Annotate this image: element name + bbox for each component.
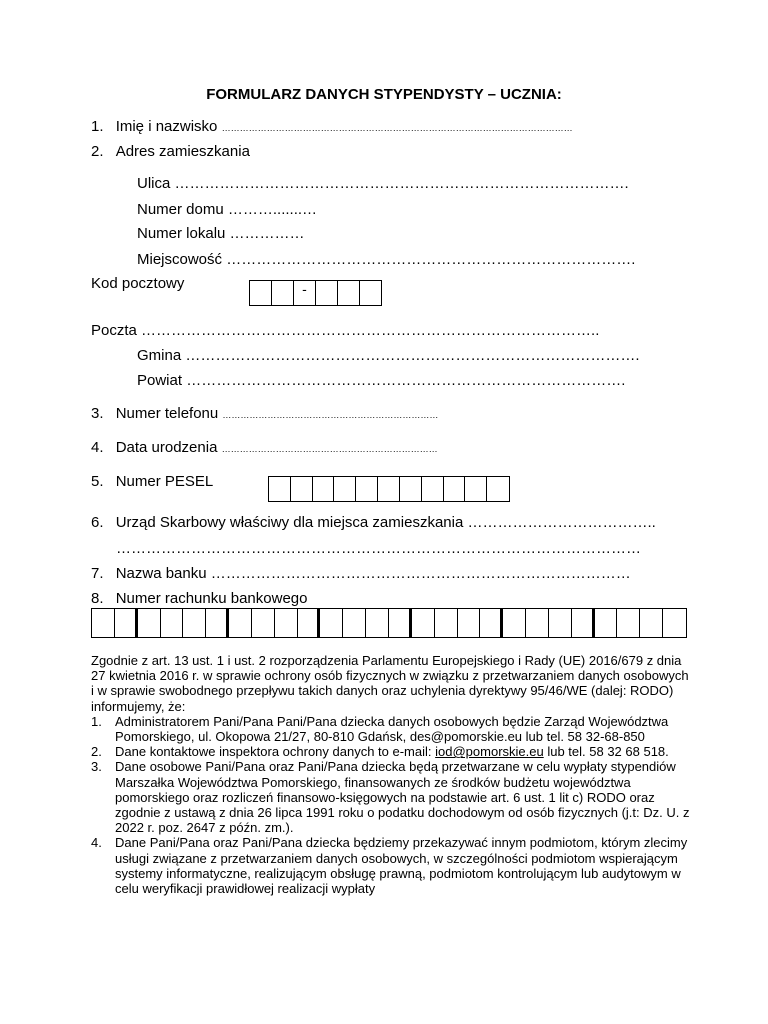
field-number: 5. — [91, 473, 104, 490]
account-cell[interactable] — [389, 609, 412, 637]
pesel-cell[interactable] — [269, 477, 291, 501]
postal-code-cell[interactable] — [316, 281, 338, 305]
fill-line[interactable]: ……………………………………………………………………………….. — [141, 322, 600, 339]
account-cell[interactable] — [92, 609, 115, 637]
account-cell[interactable] — [206, 609, 229, 637]
pesel-cell[interactable] — [465, 477, 487, 501]
street-label: Ulica — [137, 175, 171, 192]
rodo-item: 4. Dane Pani/Pana oraz Pani/Pana dziecka będziemy przekazywać innym podmiotom, którym zlecimy usługi związane z przetwarzaniem danych osobowych, w szczególności podmiotom wspierającym systemy informatyczne, realizującym obsługę prawną, podmiotom kontrolującym lub audytowym w celu weryfikacji prawidłowej realizacji wypłaty — [91, 835, 688, 897]
field-label: Data urodzenia — [115, 439, 218, 456]
house-number-row — [137, 201, 317, 218]
account-cell[interactable] — [503, 609, 526, 637]
field-number: 7. — [91, 565, 104, 582]
rodo-intro: Zgodnie z art. 13 ust. 1 i ust. 2 rozporządzenia Parlamentu Europejskiego i Rady (UE) 2016/679 z dnia 27 kwietnia 2016 r. w sprawie ochrony osób fizycznych w związku z przetwarzaniem danych osobowych i w sprawie swobodnego przepływu takich danych oraz uchylenia dyrektywy 95/46/WE (dalej: RODO) informujemy, że: — [91, 653, 689, 714]
account-cell[interactable] — [298, 609, 321, 637]
pesel-cell[interactable] — [444, 477, 466, 501]
postal-code-boxes[interactable] — [249, 280, 382, 306]
apartment-number-row — [137, 225, 305, 242]
fill-line[interactable]: …………… — [229, 225, 305, 242]
pesel-cell[interactable] — [291, 477, 313, 501]
pesel-cell[interactable] — [356, 477, 378, 501]
account-cell[interactable] — [275, 609, 298, 637]
district-label: Powiat — [137, 372, 183, 389]
pesel-cell[interactable] — [400, 477, 422, 501]
rodo-clause — [91, 653, 691, 896]
fill-line[interactable]: ……………………………………………………………… — [221, 444, 438, 454]
rodo-list — [91, 714, 691, 896]
postal-code-cell[interactable] — [360, 281, 381, 305]
account-cell[interactable] — [640, 609, 663, 637]
postal-code-cell[interactable] — [338, 281, 360, 305]
commune-row — [137, 347, 640, 364]
fill-line[interactable]: ……………………………………………………………………………………………………… — [221, 123, 573, 133]
account-cell[interactable] — [572, 609, 595, 637]
apartment-number-label: Numer lokalu — [137, 225, 226, 242]
field-label: Imię i nazwisko — [115, 118, 218, 135]
field-number: 3. — [91, 405, 104, 422]
pesel-boxes[interactable] — [268, 476, 510, 502]
field-label: Numer telefonu — [115, 405, 219, 422]
account-cell[interactable] — [480, 609, 503, 637]
rodo-item: 1. Administratorem Pani/Pana Pani/Pana dziecka danych osobowych będzie Zarząd Województwa Pomorskiego, ul. Okopowa 21/27, 80-810 Gdańsk, des@pomorskie.eu lub tel. 58 32-68-850 — [91, 713, 669, 745]
field-tax-office-row — [91, 514, 656, 531]
fill-line[interactable]: ……………………………………………………………………………. — [186, 372, 626, 389]
account-cell[interactable] — [229, 609, 252, 637]
account-cell[interactable] — [595, 609, 618, 637]
fill-line[interactable]: ………………………………………………………………………… — [210, 565, 631, 582]
pesel-cell[interactable] — [334, 477, 356, 501]
account-cell[interactable] — [183, 609, 206, 637]
field-label: Numer PESEL — [115, 473, 214, 490]
postal-code-label: Kod pocztowy — [91, 275, 185, 292]
account-cell[interactable] — [138, 609, 161, 637]
postal-code-cell[interactable] — [250, 281, 272, 305]
field-number: 8. — [91, 590, 104, 607]
fill-line[interactable]: ………………………………………………………………………………. — [174, 175, 629, 192]
iod-email-link[interactable]: iod@pomorskie.eu — [435, 744, 544, 760]
account-cell[interactable] — [252, 609, 275, 637]
post-office-label: Poczta — [91, 322, 137, 339]
fill-line[interactable]: ……….......… — [227, 201, 318, 218]
fill-line[interactable]: ………………………………………………………………………………. — [185, 347, 640, 364]
fill-line[interactable]: ……………………………………………………………… — [222, 410, 439, 420]
form-title: FORMULARZ DANYCH STYPENDYSTY – UCZNIA: — [206, 86, 562, 103]
fill-line-continuation[interactable]: …………………………………………………………………………………………… — [116, 540, 641, 557]
account-cell[interactable] — [549, 609, 572, 637]
account-cell[interactable] — [617, 609, 640, 637]
field-bank-name-row — [91, 565, 631, 582]
account-cell[interactable] — [161, 609, 184, 637]
account-cell[interactable] — [366, 609, 389, 637]
account-cell[interactable] — [412, 609, 435, 637]
field-bank-account-row — [91, 590, 307, 607]
city-row — [137, 251, 635, 268]
field-number: 6. — [91, 514, 104, 531]
pesel-cell[interactable] — [313, 477, 335, 501]
rodo-item: 2. Dane kontaktowe inspektora ochrony danych to e-mail: iod@pomorskie.eu lub tel. 58 32 68 518. — [91, 744, 669, 760]
account-cell[interactable] — [458, 609, 481, 637]
fill-line[interactable]: ………………………………………………………………………. — [226, 251, 636, 268]
city-label: Miejscowość — [137, 251, 223, 268]
postal-code-cell[interactable] — [272, 281, 294, 305]
pesel-cell[interactable] — [378, 477, 400, 501]
house-number-label: Numer domu — [137, 201, 224, 218]
pesel-cell[interactable] — [487, 477, 509, 501]
district-row — [137, 372, 625, 389]
postal-code-dash: - — [294, 281, 316, 305]
field-label: Urząd Skarbowy właściwy dla miejsca zamieszkania — [115, 514, 464, 531]
account-cell[interactable] — [343, 609, 366, 637]
field-label: Adres zamieszkania — [115, 143, 250, 160]
street-row — [137, 175, 629, 192]
account-cell[interactable] — [115, 609, 138, 637]
rodo-item: 3. Dane osobowe Pani/Pana oraz Pani/Pana dziecka będą przetwarzane w celu wypłaty stypendiów Marszałka Województwa Pomorskiego, finansowanych ze środków budżetu województwa pomorskiego oraz rozliczeń finansowo-księgowych na podstawie art. 6 ust. 1 lit c) RODO oraz zgodnie z ustawą z dnia 26 lipca 1991 roku o podatku dochodowym od osób fizycznych (j.t: Dz. U. z 2022 r. poz. 2647 z późn. zm.). — [91, 759, 690, 836]
field-birthdate-row — [91, 439, 438, 456]
fill-line[interactable]: ……………………………….. — [467, 514, 656, 531]
field-address-row — [91, 143, 250, 160]
field-number: 1. — [91, 118, 104, 135]
post-office-row — [91, 322, 599, 339]
field-label: Numer rachunku bankowego — [115, 590, 308, 607]
field-number: 4. — [91, 439, 104, 456]
account-cell[interactable] — [526, 609, 549, 637]
field-label: Nazwa banku — [115, 565, 207, 582]
bank-account-boxes[interactable] — [91, 608, 687, 638]
account-cell[interactable] — [320, 609, 343, 637]
account-cell[interactable] — [435, 609, 458, 637]
pesel-cell[interactable] — [422, 477, 444, 501]
field-pesel-row — [91, 473, 213, 490]
commune-label: Gmina — [137, 347, 182, 364]
account-cell[interactable] — [663, 609, 686, 637]
field-number: 2. — [91, 143, 104, 160]
field-name-row — [91, 118, 573, 135]
field-phone-row — [91, 405, 438, 422]
